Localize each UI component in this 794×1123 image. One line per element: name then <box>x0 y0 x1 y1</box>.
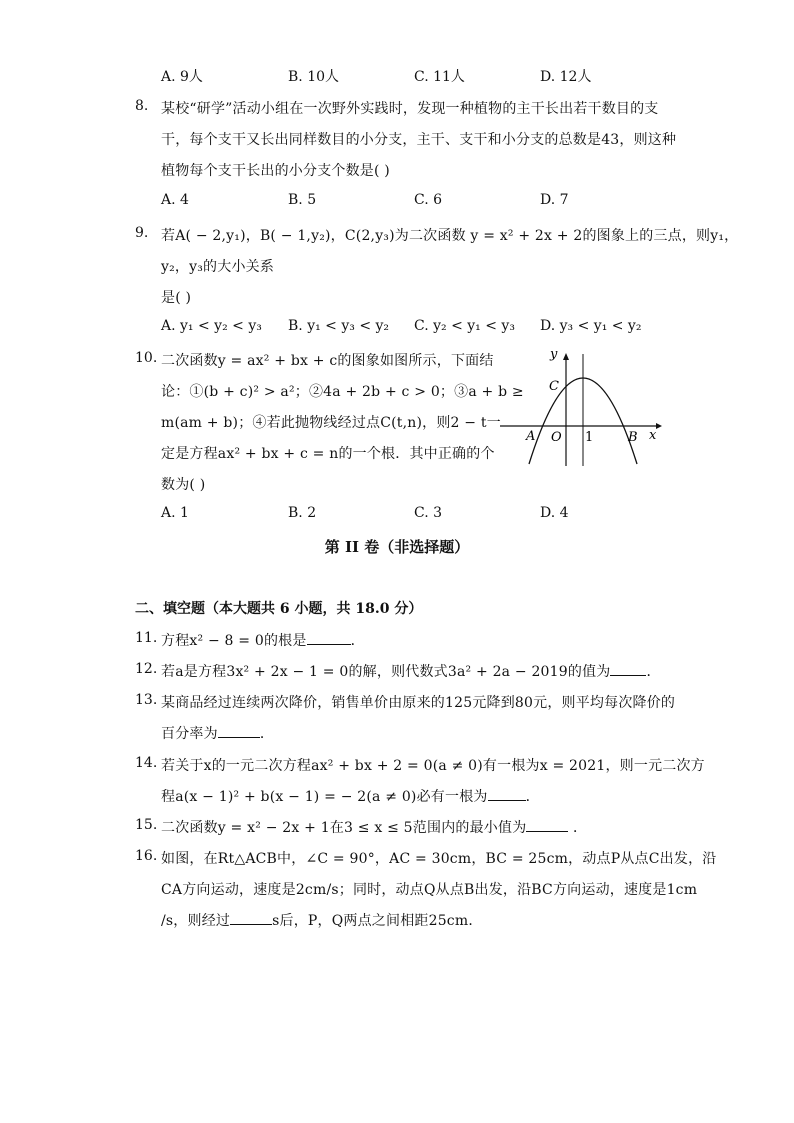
q8-option-a: A. 4 <box>161 192 189 208</box>
question-text-line: 若关于x的一元二次方程ax² + bx + 2 = 0(a ≠ 0)有一根为x = 2021，则一元二次方 <box>161 758 705 774</box>
q7-option-c: C. 11人 <box>414 69 465 85</box>
question-text-line: 植物每个支干长出的小分支个数是( ) <box>161 163 390 179</box>
question-number: 10. <box>135 350 158 366</box>
q9-options <box>0 318 794 348</box>
q9-option-b: B. y₁ < y₃ < y₂ <box>288 318 390 334</box>
part-two-title: 第 II 卷（非选择题） <box>324 538 470 556</box>
q10-options <box>0 505 794 535</box>
x-axis-arrow <box>656 423 662 429</box>
label-a: A <box>526 429 536 444</box>
answer-blank <box>610 662 646 676</box>
question-number: 12. <box>135 661 158 677</box>
y-axis-arrow <box>563 353 569 360</box>
label-y: y <box>550 347 558 362</box>
question-text-line: 某商品经过连续两次降价，销售单价由原来的125元降到80元，则平均每次降价的 <box>161 695 676 711</box>
question-number: 8. <box>135 98 149 114</box>
label-x: x <box>649 428 657 443</box>
q7-option-d: D. 12人 <box>540 69 592 85</box>
question-text-line: 如图，在Rt△ACB中，∠C = 90°，AC = 30cm，BC = 25cm，动点P从点C出发，沿 <box>161 851 717 867</box>
fill-in-section-heading: 二、填空题（本大题共 6 小题，共 18.0 分） <box>135 601 423 617</box>
label-b: B <box>628 430 638 445</box>
question-text-line: 程a(x − 1)² + b(x − 1) = − 2(a ≠ 0)必有一根为 ． <box>161 789 540 805</box>
question-number: 9. <box>135 225 149 241</box>
answer-blank <box>230 911 272 925</box>
question-text-line: 某校“研学”活动小组在一次野外实践时，发现一种植物的主干长出若干数目的支 <box>161 101 659 117</box>
question-number: 14. <box>135 755 158 771</box>
q10-option-d: D. 4 <box>540 505 569 521</box>
question-text-line: 二次函数y = x² − 2x + 1在3 ≤ x ≤ 5范围内的最小值为 ． <box>161 820 588 836</box>
q10-option-c: C. 3 <box>414 505 443 521</box>
q7-option-b: B. 10人 <box>288 69 340 85</box>
question-text-line: 数为( ) <box>161 477 206 493</box>
question-text-line: CA方向运动，速度是2cm/s；同时，动点Q从点B出发，沿BC方向运动，速度是1cm <box>161 882 698 898</box>
q7-option-a: A. 9人 <box>161 69 203 85</box>
q8-option-b: B. 5 <box>288 192 317 208</box>
answer-blank <box>526 818 568 832</box>
question-text-line: 二次函数y = ax² + bx + c的图象如图所示，下面结 <box>161 353 494 369</box>
answer-blank <box>307 631 351 645</box>
q10-option-b: B. 2 <box>288 505 317 521</box>
q9-option-c: C. y₂ < y₁ < y₃ <box>414 318 515 334</box>
label-c: C <box>549 379 559 394</box>
question-number: 15. <box>135 817 158 833</box>
question-text-line: 若A( − 2,y₁)，B( − 1,y₂)，C(2,y₃)为二次函数 y = x² + 2x + 2的图象上的三点，则y₁， <box>161 228 739 244</box>
q8-option-c: C. 6 <box>414 192 443 208</box>
question-text-line: m(am + b)；④若此抛物线经过点C(t,n)，则2 − t一 <box>161 415 501 431</box>
q10-option-a: A. 1 <box>161 505 189 521</box>
q7-options <box>0 66 794 96</box>
question-number: 13. <box>135 692 158 708</box>
question-text-line: 若a是方程3x² + 2x − 1 = 0的解，则代数式3a² + 2a − 2019的值为 ． <box>161 664 661 680</box>
answer-blank <box>488 787 526 801</box>
label-one: 1 <box>585 430 594 445</box>
question-number: 11. <box>135 630 158 646</box>
q8-option-d: D. 7 <box>540 192 569 208</box>
question-text-line: y₂，y₃的大小关系 <box>161 259 275 275</box>
answer-blank <box>218 724 260 738</box>
question-text-line: 干，每个支干又长出同样数目的小分支，主干、支干和小分支的总数是43，则这种 <box>161 132 677 148</box>
question-text-line: 论：①(b + c)² > a²；②4a + 2b + c > 0；③a + b ≥ <box>161 384 524 400</box>
q9-option-a: A. y₁ < y₂ < y₃ <box>161 318 262 334</box>
label-o: O <box>551 430 562 445</box>
question-text-line: 百分率为 ． <box>161 726 275 742</box>
question-text-line: 定是方程ax² + bx + c = n的一个根．其中正确的个 <box>161 446 495 462</box>
q8-options <box>0 192 794 222</box>
question-text-line: 方程x² − 8 = 0的根是 ． <box>161 633 365 649</box>
question-number: 16. <box>135 848 158 864</box>
question-text-line: /s，则经过 s后，P，Q两点之间相距25cm． <box>161 913 483 929</box>
q9-option-d: D. y₃ < y₁ < y₂ <box>540 318 642 334</box>
parabola-figure <box>496 344 666 474</box>
question-text-line: 是( ) <box>161 290 192 306</box>
